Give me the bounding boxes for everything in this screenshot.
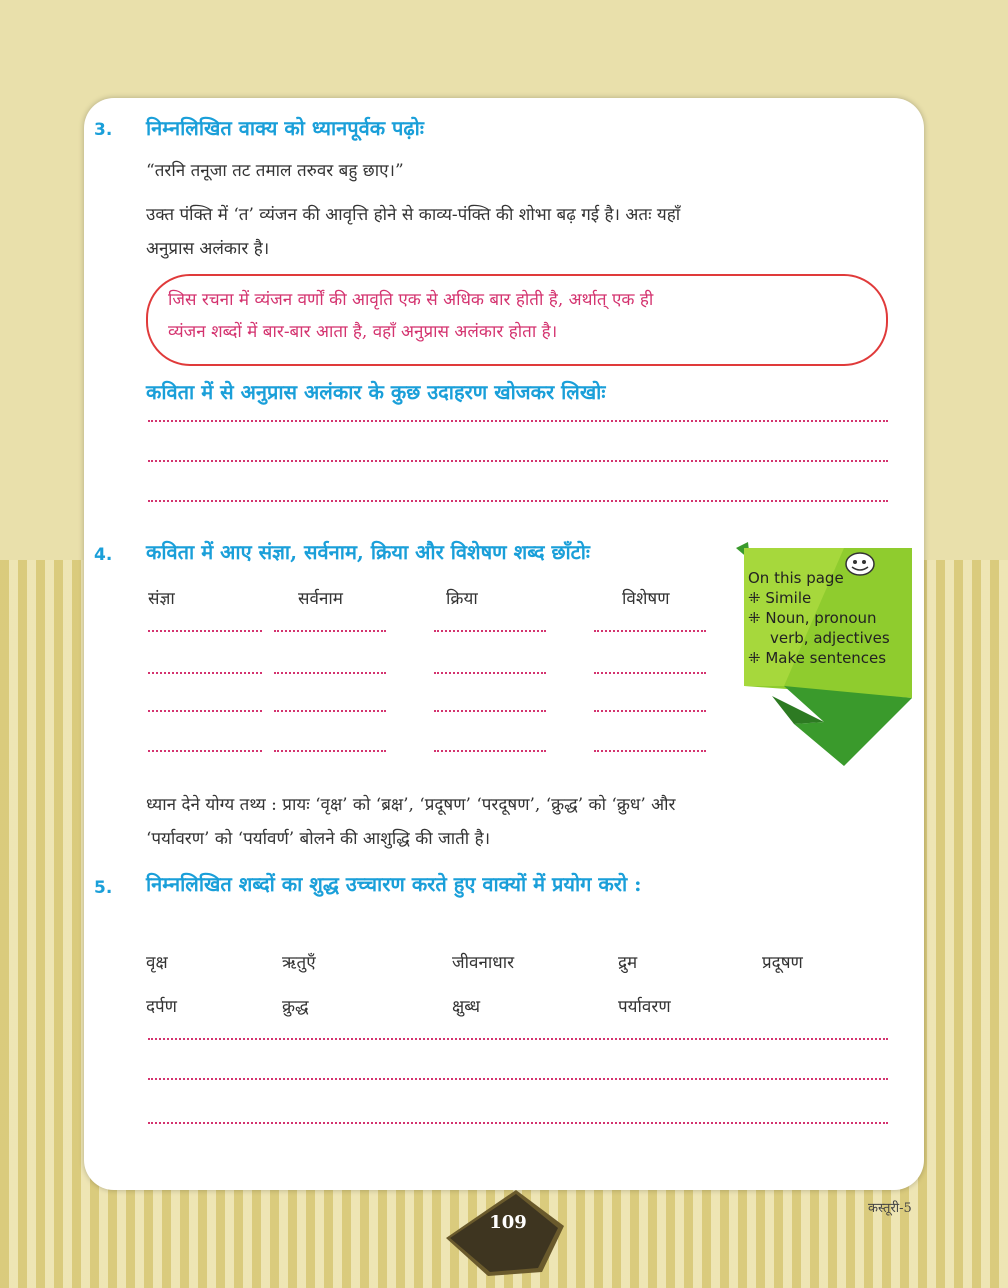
- q3-heading: निम्नलिखित वाक्य को ध्यानपूर्वक पढ़ोः: [146, 116, 424, 140]
- fact-line1: ध्यान देने योग्य तथ्य : प्रायः ‘वृक्ष’ को ‘ब्रक्ष’, ‘प्रदूषण’ ‘परदूषण’, ‘क्रुद्ध’ को ‘क्रुध’ और: [146, 795, 676, 815]
- answer-line[interactable]: [148, 1078, 888, 1080]
- answer-line[interactable]: [148, 630, 262, 632]
- answer-line[interactable]: [148, 1122, 888, 1124]
- answer-line[interactable]: [594, 710, 706, 712]
- answer-line[interactable]: [148, 420, 888, 422]
- answer-line[interactable]: [594, 672, 706, 674]
- column-pronoun: सर्वनाम: [298, 589, 343, 609]
- word: ऋतुएँ: [282, 953, 316, 973]
- word: जीवनाधार: [452, 953, 515, 973]
- q5-number: 5.: [94, 878, 113, 898]
- note-text: [748, 568, 890, 668]
- answer-line[interactable]: [148, 672, 262, 674]
- answer-line[interactable]: [594, 630, 706, 632]
- q3-explain-line1: उक्त पंक्ति में ‘त’ व्यंजन की आवृत्ति होने से काव्य-पंक्ति की शोभा बढ़ गई है। अतः यहाँ: [146, 205, 681, 225]
- answer-line[interactable]: [148, 1038, 888, 1040]
- q3-task: कविता में से अनुप्रास अलंकार के कुछ उदाहरण खोजकर लिखोः: [146, 380, 606, 404]
- answer-line[interactable]: [274, 750, 386, 752]
- note-item-simile: ⁜ Simile: [748, 589, 812, 607]
- q3-number: 3.: [94, 120, 113, 140]
- word: क्रुद्ध: [282, 997, 309, 1017]
- answer-line[interactable]: [148, 500, 888, 502]
- definition-line1: जिस रचना में व्यंजन वर्णों की आवृति एक से अधिक बार होती है, अर्थात् एक ही: [168, 290, 654, 310]
- answer-line[interactable]: [274, 672, 386, 674]
- column-noun: संज्ञा: [148, 589, 175, 609]
- word: प्रदूषण: [762, 953, 803, 973]
- answer-line[interactable]: [274, 710, 386, 712]
- note-title: On this page: [748, 569, 844, 587]
- answer-line[interactable]: [434, 710, 546, 712]
- q4-heading: कविता में आए संज्ञा, सर्वनाम, क्रिया और विशेषण शब्द छाँटोः: [146, 540, 590, 564]
- word: वृक्ष: [146, 953, 168, 973]
- note-item-verb: verb, adjectives: [770, 629, 890, 647]
- word: द्रुम: [618, 953, 638, 973]
- book-title: कस्तूरी-5: [868, 1201, 912, 1216]
- column-verb: क्रिया: [446, 589, 478, 609]
- definition-line2: व्यंजन शब्दों में बार-बार आता है, वहाँ अनुप्रास अलंकार होता है।: [168, 322, 558, 342]
- word: दर्पण: [146, 997, 177, 1017]
- q5-heading: निम्नलिखित शब्दों का शुद्ध उच्चारण करते हुए वाक्यों में प्रयोग करो :: [146, 872, 642, 896]
- answer-line[interactable]: [148, 460, 888, 462]
- q4-number: 4.: [94, 545, 113, 565]
- q3-quote: “तरनि तनूजा तट तमाल तरुवर बहु छाए।”: [146, 161, 404, 181]
- word: पर्यावरण: [618, 997, 671, 1017]
- word: क्षुब्ध: [452, 997, 480, 1017]
- answer-line[interactable]: [434, 630, 546, 632]
- answer-line[interactable]: [434, 750, 546, 752]
- page-number: 109: [489, 1212, 527, 1233]
- column-adjective: विशेषण: [622, 589, 670, 609]
- answer-line[interactable]: [274, 630, 386, 632]
- answer-line[interactable]: [148, 750, 262, 752]
- note-item-noun: ⁜ Noun, pronoun: [748, 609, 877, 627]
- answer-line[interactable]: [148, 710, 262, 712]
- q3-explain-line2: अनुप्रास अलंकार है।: [146, 239, 270, 259]
- fact-line2: ‘पर्यावरण’ को ‘पर्यावर्ण’ बोलने की आशुद्धि की जाती है।: [146, 829, 491, 849]
- note-item-sentences: ⁜ Make sentences: [748, 649, 887, 667]
- answer-line[interactable]: [594, 750, 706, 752]
- answer-line[interactable]: [434, 672, 546, 674]
